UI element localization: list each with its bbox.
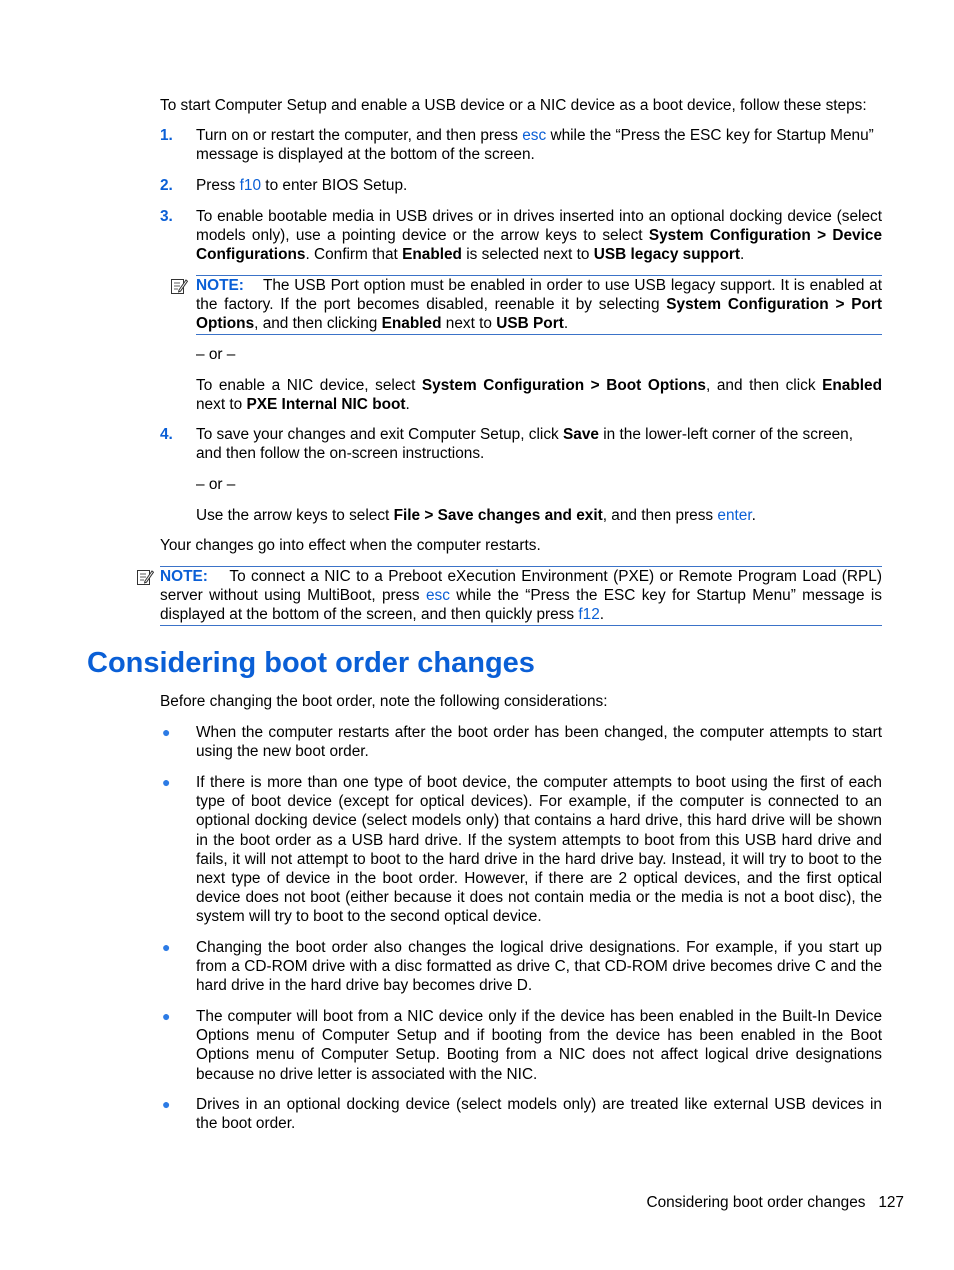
page-number: 127	[878, 1194, 904, 1211]
note-pencil-icon	[136, 568, 154, 586]
step-3-text: To enable bootable media in USB drives or in drives inserted into an optional docking device (select models only), use a pointing device or the arrow keys to select System Configuration > Device Configurations. Confirm that Enabled is selected next to USB legacy support.	[196, 208, 882, 264]
f10-key-link[interactable]: f10	[239, 177, 262, 194]
bullet-marker: ●	[162, 724, 171, 740]
page-footer	[646, 1193, 904, 1212]
or-separator-2: – or –	[196, 476, 236, 493]
effect-paragraph: Your changes go into effect when the computer restarts.	[160, 537, 541, 554]
esc-key-link[interactable]: esc	[522, 127, 547, 144]
note-usb-port-text: NOTE: The USB Port option must be enabled in order to use USB legacy support. It is enabled at the factory. If the port becomes disabled, reenable it by selecting System Configuration > Port Options, and then clicking Enabled next to USB Port.	[196, 277, 882, 333]
step-1-text: Turn on or restart the computer, and then press esc while the “Press the ESC key for Startup Menu” message is displayed at the bottom of the screen.	[196, 127, 874, 164]
save-alternative-text: Use the arrow keys to select File > Save changes and exit, and then press enter.	[196, 507, 756, 524]
bullet-marker: ●	[162, 774, 171, 790]
step-4-text: To save your changes and exit Computer Setup, click Save in the lower-left corner of the screen, and then follow the on-screen instructions.	[196, 426, 854, 463]
considerations-intro: Before changing the boot order, note the following considerations:	[160, 693, 608, 710]
step-3-number: 3.	[160, 208, 173, 225]
nic-enable-text: To enable a NIC device, select System Configuration > Boot Options, and then click Enabled next to PXE Internal NIC boot.	[196, 377, 882, 414]
note-pxe-text: NOTE: To connect a NIC to a Preboot eXecution Environment (PXE) or Remote Program Load (RPL) server without using MultiBoot, press esc while the “Press the ESC key for Startup Menu” message is displayed at the bottom of the screen, and then quickly press f12.	[160, 568, 882, 624]
bullet-item-2: If there is more than one type of boot device, the computer attempts to boot using the first of each type of boot device (except for optical devices). For example, if the computer is connected to an optional docking device (select models only) that contains a hard drive, this hard drive will be shown in the boot order as a USB hard drive. If the system attempts to boot from this USB hard drive and fails, it will not attempt to boot to the hard drive in the hard drive bay. Instead, it will try to boot to the next type of device in the boot order. However, if there are 2 optical devices, and the first optical device does not boot (either because it does not contain media or the media is not a boot disc), the system will try to boot to the second optical device.	[196, 774, 882, 926]
step-1-number: 1.	[160, 127, 173, 144]
step-4-number: 4.	[160, 426, 173, 443]
footer-section-title: Considering boot order changes	[646, 1194, 866, 1211]
note-label: NOTE:	[160, 568, 208, 585]
note-pencil-icon	[170, 277, 188, 295]
esc-key-link[interactable]: esc	[425, 587, 450, 605]
step-2-text: Press f10 to enter BIOS Setup.	[196, 177, 408, 194]
intro-paragraph: To start Computer Setup and enable a USB device or a NIC device as a boot device, follow these steps:	[160, 97, 867, 114]
bullet-item-1: When the computer restarts after the boot order has been changed, the computer attempts to start using the new boot order.	[196, 724, 882, 761]
bullet-marker: ●	[162, 1008, 171, 1024]
step-2-number: 2.	[160, 177, 173, 194]
bullet-marker: ●	[162, 939, 171, 955]
bullet-marker: ●	[162, 1096, 171, 1112]
bullet-item-5: Drives in an optional docking device (select models only) are treated like external USB devices in the boot order.	[196, 1096, 882, 1133]
note-label: NOTE:	[196, 277, 244, 294]
enter-key-link[interactable]: enter	[717, 507, 752, 524]
bullet-item-4: The computer will boot from a NIC device only if the device has been enabled in the Built-In Device Options menu of Computer Setup and if booting from the device has been enabled in the Boot Options menu of Computer Setup. Booting from a NIC does not affect logical drive designations because no drive letter is associated with the NIC.	[196, 1008, 882, 1083]
f12-key-link[interactable]: f12	[578, 606, 600, 624]
bullet-item-3: Changing the boot order also changes the logical drive designations. For example, if you start up from a CD-ROM drive with a disc formatted as drive C, that CD-ROM drive becomes drive C and the hard drive in the hard drive bay becomes drive D.	[196, 939, 882, 995]
or-separator-1: – or –	[196, 346, 236, 363]
section-heading: Considering boot order changes	[87, 647, 535, 679]
